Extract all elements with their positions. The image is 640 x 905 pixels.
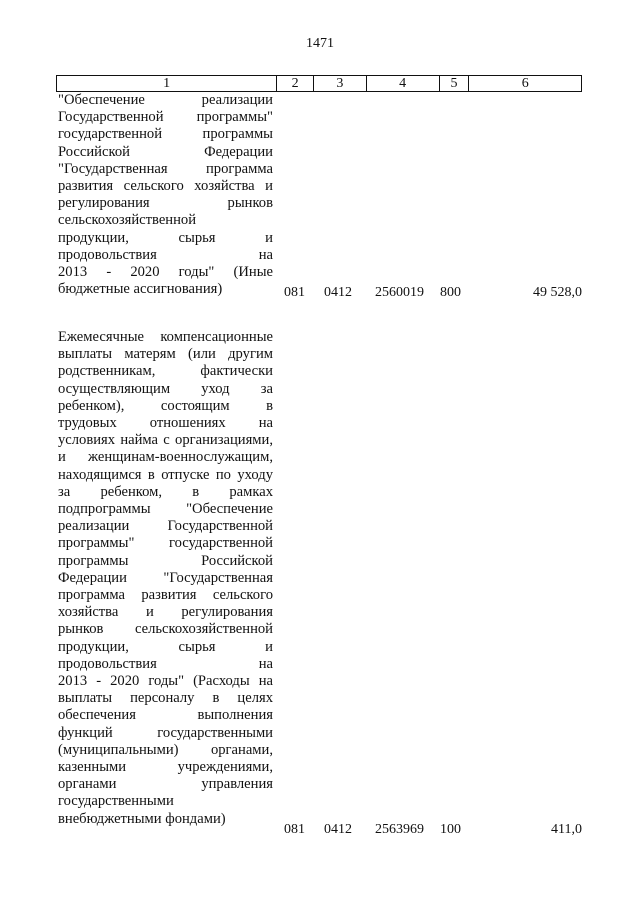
header-col-4: 4 <box>366 76 439 91</box>
description-line: выплаты персоналу в целях <box>58 690 273 707</box>
description-line: Государственной программы" <box>58 109 273 126</box>
description-line: государственными <box>58 793 174 810</box>
description-line: органами управления <box>58 776 273 793</box>
row-2-description <box>58 329 273 828</box>
header-col-6: 6 <box>468 76 581 91</box>
description-line: внебюджетными фондами) <box>58 810 226 827</box>
description-line: рынков сельскохозяйственной <box>58 621 273 638</box>
row-1-amount: 49 528,0 <box>533 285 582 300</box>
description-line: бюджетные ассигнования) <box>58 281 223 298</box>
header-col-3: 3 <box>313 76 366 91</box>
description-line: Ежемесячные компенсационные <box>58 329 273 345</box>
description-line: находящимся в отпуске по уходу <box>58 466 273 483</box>
description-line: ребенком), состоящим в <box>58 397 273 414</box>
description-line: Российской Федерации <box>58 143 273 160</box>
description-line: продукции, сырья и <box>58 229 273 246</box>
description-line: родственникам, фактически <box>58 363 273 380</box>
description-line: сельскохозяйственной <box>58 212 197 229</box>
row-2-amount: 411,0 <box>551 822 582 837</box>
row-1-section: 0412 <box>324 285 352 300</box>
row-1-description <box>58 92 273 298</box>
description-line: "Обеспечение реализации <box>58 92 273 108</box>
description-line: продовольствия на <box>58 655 273 672</box>
description-line: реализации Государственной <box>58 518 273 535</box>
row-1-expense-type: 800 <box>440 285 461 300</box>
description-line: за ребенком, в рамках <box>58 483 273 500</box>
row-2-section: 0412 <box>324 822 352 837</box>
description-line: продукции, сырья и <box>58 638 273 655</box>
page-number: 1471 <box>306 36 334 51</box>
description-line: (муниципальными) органами, <box>58 741 273 758</box>
description-line: "Государственная программа <box>58 160 273 177</box>
description-line: подпрограммы "Обеспечение <box>58 501 273 518</box>
description-line: выплаты матерям (или другим <box>58 346 273 363</box>
description-line: и женщинам-военнослужащим, <box>58 449 273 466</box>
description-line: программа развития сельского <box>58 587 273 604</box>
header-col-2: 2 <box>276 76 313 91</box>
description-line: Федерации "Государственная <box>58 569 273 586</box>
description-line: осуществляющим уход за <box>58 380 273 397</box>
row-1-ministry: 081 <box>284 285 305 300</box>
description-line: условиях найма с организациями, <box>58 432 273 449</box>
header-col-1: 1 <box>163 76 171 91</box>
row-2-ministry: 081 <box>284 822 305 837</box>
description-line: государственной программы <box>58 126 273 143</box>
row-2-target: 2563969 <box>375 822 424 837</box>
description-line: обеспечения выполнения <box>58 707 273 724</box>
table-header <box>56 75 582 92</box>
description-line: трудовых отношениях на <box>58 415 273 432</box>
description-line: функций государственными <box>58 724 273 741</box>
row-2-expense-type: 100 <box>440 822 461 837</box>
header-col-5: 5 <box>439 76 469 91</box>
row-1-target: 2560019 <box>375 285 424 300</box>
description-line: казенными учреждениями, <box>58 759 273 776</box>
description-line: хозяйства и регулирования <box>58 604 273 621</box>
description-line: 2013 - 2020 годы" (Расходы на <box>58 673 273 690</box>
description-line: 2013 - 2020 годы" (Иные <box>58 264 273 281</box>
description-line: регулирования рынков <box>58 195 273 212</box>
description-line: развития сельского хозяйства и <box>58 178 273 195</box>
description-line: программы Российской <box>58 552 273 569</box>
description-line: продовольствия на <box>58 246 273 263</box>
description-line: программы" государственной <box>58 535 273 552</box>
